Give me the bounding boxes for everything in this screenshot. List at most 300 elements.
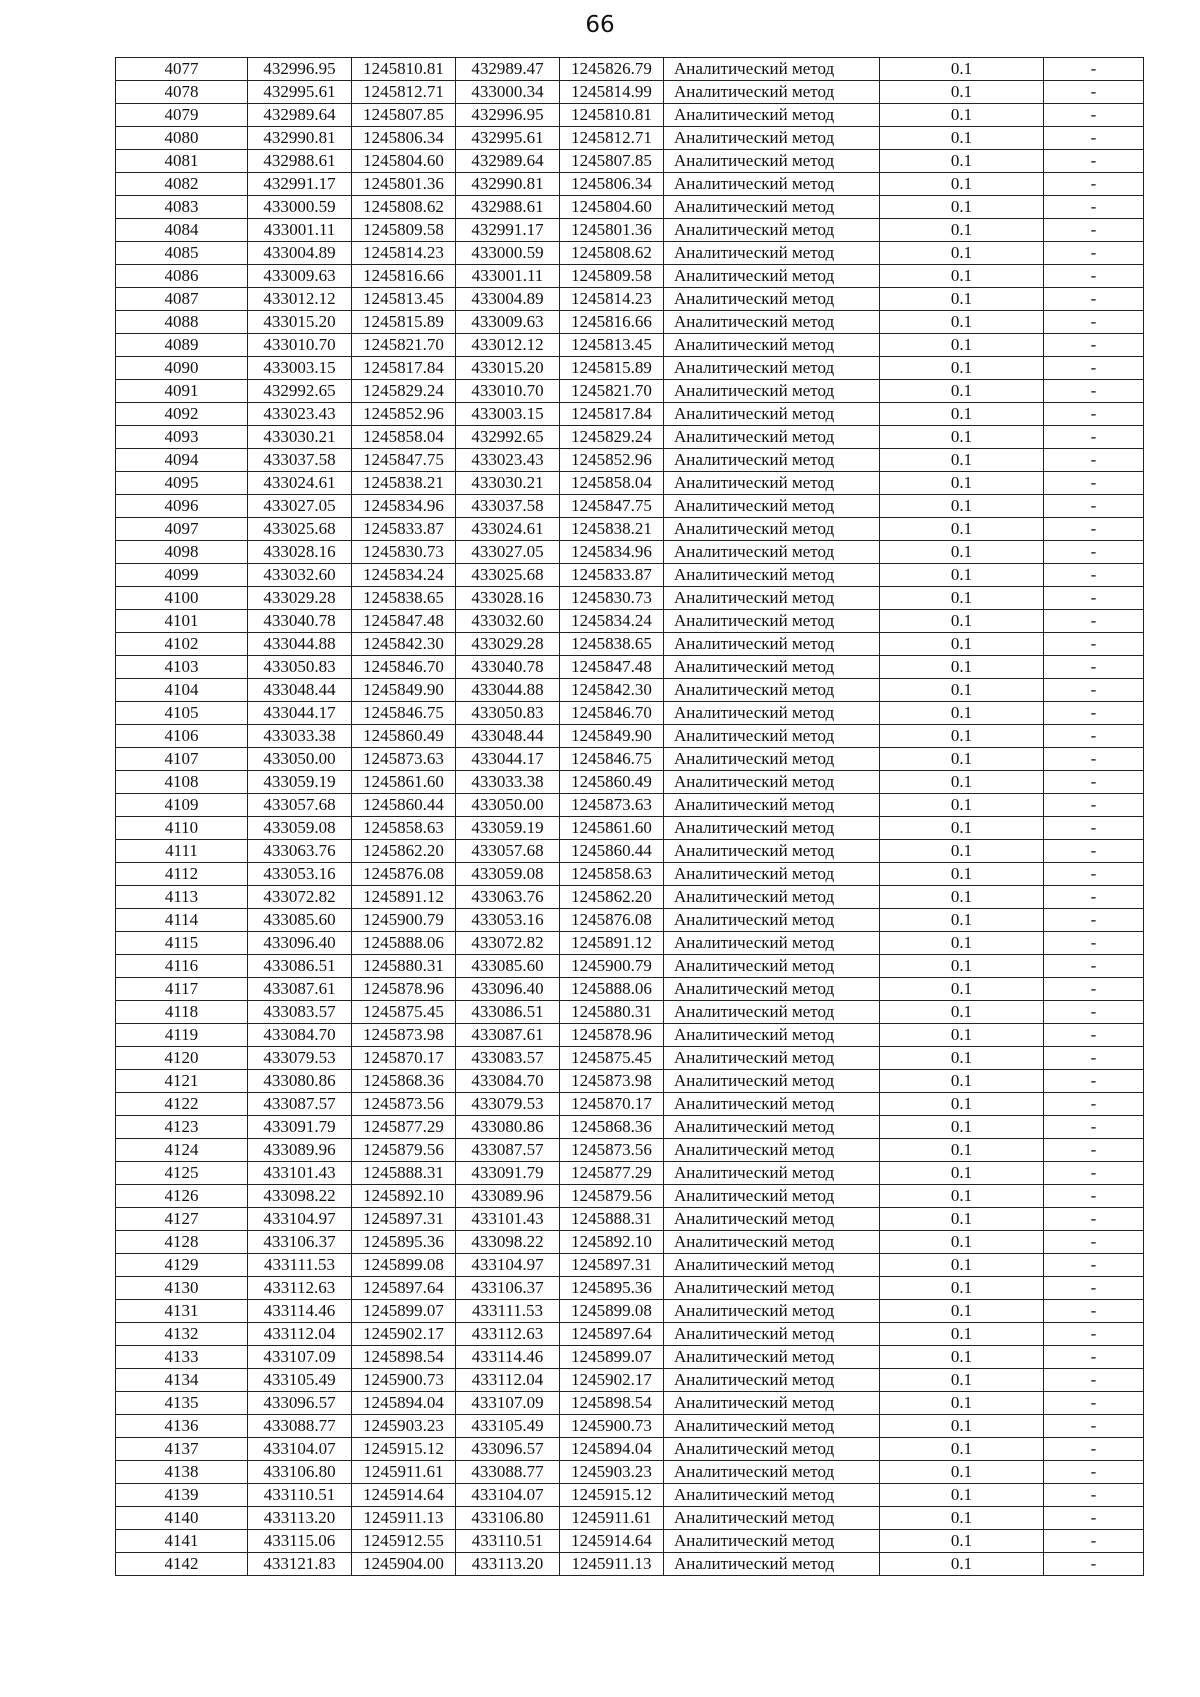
x-coordinate-cell: 433083.57	[248, 1001, 352, 1024]
precision-cell: 0.1	[880, 357, 1044, 380]
precision-cell: 0.1	[880, 518, 1044, 541]
note-cell: -	[1044, 472, 1144, 495]
prev-x-coordinate-cell: 433104.07	[456, 1484, 560, 1507]
prev-x-coordinate-cell: 432992.65	[456, 426, 560, 449]
table-row	[116, 863, 1144, 886]
precision-cell: 0.1	[880, 1507, 1044, 1530]
method-cell: Аналитический метод	[664, 1070, 880, 1093]
method-cell: Аналитический метод	[664, 1254, 880, 1277]
note-cell: -	[1044, 1277, 1144, 1300]
precision-cell: 0.1	[880, 1277, 1044, 1300]
y-coordinate-cell: 1245813.45	[352, 288, 456, 311]
prev-x-coordinate-cell: 433033.38	[456, 771, 560, 794]
precision-cell: 0.1	[880, 1323, 1044, 1346]
table-row	[116, 196, 1144, 219]
point-number-cell: 4086	[116, 265, 248, 288]
y-coordinate-cell: 1245888.31	[352, 1162, 456, 1185]
note-cell: -	[1044, 679, 1144, 702]
method-cell: Аналитический метод	[664, 1369, 880, 1392]
prev-x-coordinate-cell: 433037.58	[456, 495, 560, 518]
prev-y-coordinate-cell: 1245897.64	[560, 1323, 664, 1346]
note-cell: -	[1044, 1300, 1144, 1323]
x-coordinate-cell: 433121.83	[248, 1553, 352, 1576]
table-row	[116, 909, 1144, 932]
method-cell: Аналитический метод	[664, 1323, 880, 1346]
precision-cell: 0.1	[880, 426, 1044, 449]
prev-x-coordinate-cell: 433072.82	[456, 932, 560, 955]
note-cell: -	[1044, 1507, 1144, 1530]
y-coordinate-cell: 1245888.06	[352, 932, 456, 955]
precision-cell: 0.1	[880, 495, 1044, 518]
note-cell: -	[1044, 1254, 1144, 1277]
prev-y-coordinate-cell: 1245860.49	[560, 771, 664, 794]
prev-y-coordinate-cell: 1245903.23	[560, 1461, 664, 1484]
y-coordinate-cell: 1245858.04	[352, 426, 456, 449]
point-number-cell: 4109	[116, 794, 248, 817]
y-coordinate-cell: 1245899.07	[352, 1300, 456, 1323]
prev-y-coordinate-cell: 1245873.63	[560, 794, 664, 817]
prev-y-coordinate-cell: 1245873.56	[560, 1139, 664, 1162]
method-cell: Аналитический метод	[664, 1047, 880, 1070]
precision-cell: 0.1	[880, 702, 1044, 725]
point-number-cell: 4114	[116, 909, 248, 932]
x-coordinate-cell: 433110.51	[248, 1484, 352, 1507]
method-cell: Аналитический метод	[664, 1507, 880, 1530]
prev-x-coordinate-cell: 433003.15	[456, 403, 560, 426]
table-row	[116, 1001, 1144, 1024]
y-coordinate-cell: 1245842.30	[352, 633, 456, 656]
prev-x-coordinate-cell: 433015.20	[456, 357, 560, 380]
point-number-cell: 4110	[116, 817, 248, 840]
x-coordinate-cell: 433009.63	[248, 265, 352, 288]
x-coordinate-cell: 433025.68	[248, 518, 352, 541]
point-number-cell: 4094	[116, 449, 248, 472]
prev-y-coordinate-cell: 1245902.17	[560, 1369, 664, 1392]
table-row	[116, 817, 1144, 840]
y-coordinate-cell: 1245858.63	[352, 817, 456, 840]
prev-x-coordinate-cell: 433030.21	[456, 472, 560, 495]
note-cell: -	[1044, 1024, 1144, 1047]
note-cell: -	[1044, 173, 1144, 196]
precision-cell: 0.1	[880, 403, 1044, 426]
note-cell: -	[1044, 518, 1144, 541]
prev-y-coordinate-cell: 1245900.79	[560, 955, 664, 978]
point-number-cell: 4104	[116, 679, 248, 702]
point-number-cell: 4139	[116, 1484, 248, 1507]
table-row	[116, 955, 1144, 978]
x-coordinate-cell: 433087.61	[248, 978, 352, 1001]
table-row	[116, 656, 1144, 679]
y-coordinate-cell: 1245892.10	[352, 1185, 456, 1208]
prev-x-coordinate-cell: 433096.57	[456, 1438, 560, 1461]
prev-x-coordinate-cell: 432990.81	[456, 173, 560, 196]
table-row	[116, 1139, 1144, 1162]
prev-x-coordinate-cell: 433106.37	[456, 1277, 560, 1300]
prev-y-coordinate-cell: 1245847.48	[560, 656, 664, 679]
method-cell: Аналитический метод	[664, 1461, 880, 1484]
method-cell: Аналитический метод	[664, 656, 880, 679]
y-coordinate-cell: 1245911.61	[352, 1461, 456, 1484]
point-number-cell: 4079	[116, 104, 248, 127]
method-cell: Аналитический метод	[664, 932, 880, 955]
x-coordinate-cell: 433104.97	[248, 1208, 352, 1231]
x-coordinate-cell: 433033.38	[248, 725, 352, 748]
table-row	[116, 794, 1144, 817]
note-cell: -	[1044, 886, 1144, 909]
note-cell: -	[1044, 311, 1144, 334]
table-row	[116, 1162, 1144, 1185]
precision-cell: 0.1	[880, 104, 1044, 127]
prev-x-coordinate-cell: 433080.86	[456, 1116, 560, 1139]
note-cell: -	[1044, 403, 1144, 426]
y-coordinate-cell: 1245812.71	[352, 81, 456, 104]
x-coordinate-cell: 433015.20	[248, 311, 352, 334]
method-cell: Аналитический метод	[664, 1162, 880, 1185]
point-number-cell: 4125	[116, 1162, 248, 1185]
prev-x-coordinate-cell: 433048.44	[456, 725, 560, 748]
point-number-cell: 4132	[116, 1323, 248, 1346]
y-coordinate-cell: 1245868.36	[352, 1070, 456, 1093]
precision-cell: 0.1	[880, 1208, 1044, 1231]
precision-cell: 0.1	[880, 449, 1044, 472]
prev-y-coordinate-cell: 1245858.63	[560, 863, 664, 886]
note-cell: -	[1044, 1438, 1144, 1461]
method-cell: Аналитический метод	[664, 1093, 880, 1116]
prev-x-coordinate-cell: 433059.19	[456, 817, 560, 840]
precision-cell: 0.1	[880, 794, 1044, 817]
point-number-cell: 4113	[116, 886, 248, 909]
note-cell: -	[1044, 1093, 1144, 1116]
point-number-cell: 4082	[116, 173, 248, 196]
precision-cell: 0.1	[880, 127, 1044, 150]
table-row	[116, 1231, 1144, 1254]
y-coordinate-cell: 1245899.08	[352, 1254, 456, 1277]
precision-cell: 0.1	[880, 311, 1044, 334]
note-cell: -	[1044, 150, 1144, 173]
note-cell: -	[1044, 357, 1144, 380]
note-cell: -	[1044, 587, 1144, 610]
method-cell: Аналитический метод	[664, 1277, 880, 1300]
prev-y-coordinate-cell: 1245900.73	[560, 1415, 664, 1438]
note-cell: -	[1044, 127, 1144, 150]
prev-x-coordinate-cell: 433114.46	[456, 1346, 560, 1369]
x-coordinate-cell: 433105.49	[248, 1369, 352, 1392]
table-row	[116, 1185, 1144, 1208]
x-coordinate-cell: 433086.51	[248, 955, 352, 978]
precision-cell: 0.1	[880, 1461, 1044, 1484]
y-coordinate-cell: 1245877.29	[352, 1116, 456, 1139]
point-number-cell: 4118	[116, 1001, 248, 1024]
prev-y-coordinate-cell: 1245826.79	[560, 58, 664, 81]
precision-cell: 0.1	[880, 288, 1044, 311]
y-coordinate-cell: 1245860.44	[352, 794, 456, 817]
table-row	[116, 1369, 1144, 1392]
x-coordinate-cell: 433087.57	[248, 1093, 352, 1116]
prev-y-coordinate-cell: 1245842.30	[560, 679, 664, 702]
precision-cell: 0.1	[880, 1553, 1044, 1576]
note-cell: -	[1044, 771, 1144, 794]
prev-x-coordinate-cell: 433091.79	[456, 1162, 560, 1185]
x-coordinate-cell: 433091.79	[248, 1116, 352, 1139]
precision-cell: 0.1	[880, 1024, 1044, 1047]
prev-x-coordinate-cell: 433112.04	[456, 1369, 560, 1392]
prev-y-coordinate-cell: 1245838.65	[560, 633, 664, 656]
prev-y-coordinate-cell: 1245846.70	[560, 702, 664, 725]
prev-x-coordinate-cell: 433040.78	[456, 656, 560, 679]
y-coordinate-cell: 1245847.48	[352, 610, 456, 633]
note-cell: -	[1044, 1185, 1144, 1208]
prev-y-coordinate-cell: 1245879.56	[560, 1185, 664, 1208]
precision-cell: 0.1	[880, 656, 1044, 679]
method-cell: Аналитический метод	[664, 449, 880, 472]
x-coordinate-cell: 433050.83	[248, 656, 352, 679]
note-cell: -	[1044, 1392, 1144, 1415]
y-coordinate-cell: 1245838.65	[352, 587, 456, 610]
prev-y-coordinate-cell: 1245873.98	[560, 1070, 664, 1093]
table-row	[116, 150, 1144, 173]
prev-x-coordinate-cell: 433050.00	[456, 794, 560, 817]
prev-x-coordinate-cell: 433001.11	[456, 265, 560, 288]
table-row	[116, 932, 1144, 955]
method-cell: Аналитический метод	[664, 863, 880, 886]
y-coordinate-cell: 1245897.31	[352, 1208, 456, 1231]
table-row	[116, 1553, 1144, 1576]
y-coordinate-cell: 1245808.62	[352, 196, 456, 219]
prev-y-coordinate-cell: 1245838.21	[560, 518, 664, 541]
table-row	[116, 81, 1144, 104]
method-cell: Аналитический метод	[664, 725, 880, 748]
method-cell: Аналитический метод	[664, 173, 880, 196]
point-number-cell: 4103	[116, 656, 248, 679]
note-cell: -	[1044, 702, 1144, 725]
precision-cell: 0.1	[880, 771, 1044, 794]
y-coordinate-cell: 1245904.00	[352, 1553, 456, 1576]
method-cell: Аналитический метод	[664, 288, 880, 311]
x-coordinate-cell: 433027.05	[248, 495, 352, 518]
table-row	[116, 357, 1144, 380]
table-row	[116, 725, 1144, 748]
note-cell: -	[1044, 1530, 1144, 1553]
x-coordinate-cell: 432995.61	[248, 81, 352, 104]
prev-x-coordinate-cell: 433063.76	[456, 886, 560, 909]
table-row	[116, 633, 1144, 656]
precision-cell: 0.1	[880, 1116, 1044, 1139]
y-coordinate-cell: 1245873.63	[352, 748, 456, 771]
y-coordinate-cell: 1245816.66	[352, 265, 456, 288]
table-row	[116, 1346, 1144, 1369]
x-coordinate-cell: 433096.40	[248, 932, 352, 955]
note-cell: -	[1044, 1001, 1144, 1024]
point-number-cell: 4121	[116, 1070, 248, 1093]
prev-y-coordinate-cell: 1245868.36	[560, 1116, 664, 1139]
table-row	[116, 288, 1144, 311]
table-row	[116, 104, 1144, 127]
point-number-cell: 4119	[116, 1024, 248, 1047]
y-coordinate-cell: 1245846.75	[352, 702, 456, 725]
method-cell: Аналитический метод	[664, 587, 880, 610]
point-number-cell: 4108	[116, 771, 248, 794]
precision-cell: 0.1	[880, 909, 1044, 932]
note-cell: -	[1044, 633, 1144, 656]
table-row	[116, 380, 1144, 403]
prev-x-coordinate-cell: 433106.80	[456, 1507, 560, 1530]
point-number-cell: 4093	[116, 426, 248, 449]
x-coordinate-cell: 433072.82	[248, 886, 352, 909]
method-cell: Аналитический метод	[664, 150, 880, 173]
point-number-cell: 4102	[116, 633, 248, 656]
y-coordinate-cell: 1245806.34	[352, 127, 456, 150]
method-cell: Аналитический метод	[664, 1139, 880, 1162]
point-number-cell: 4140	[116, 1507, 248, 1530]
prev-x-coordinate-cell: 433111.53	[456, 1300, 560, 1323]
note-cell: -	[1044, 1208, 1144, 1231]
prev-x-coordinate-cell: 433010.70	[456, 380, 560, 403]
table-row	[116, 127, 1144, 150]
note-cell: -	[1044, 794, 1144, 817]
note-cell: -	[1044, 426, 1144, 449]
point-number-cell: 4137	[116, 1438, 248, 1461]
point-number-cell: 4116	[116, 955, 248, 978]
prev-x-coordinate-cell: 433098.22	[456, 1231, 560, 1254]
table-row	[116, 1323, 1144, 1346]
prev-y-coordinate-cell: 1245870.17	[560, 1093, 664, 1116]
method-cell: Аналитический метод	[664, 58, 880, 81]
y-coordinate-cell: 1245809.58	[352, 219, 456, 242]
note-cell: -	[1044, 1553, 1144, 1576]
point-number-cell: 4136	[116, 1415, 248, 1438]
method-cell: Аналитический метод	[664, 702, 880, 725]
table-row	[116, 1438, 1144, 1461]
precision-cell: 0.1	[880, 587, 1044, 610]
x-coordinate-cell: 433001.11	[248, 219, 352, 242]
x-coordinate-cell: 433098.22	[248, 1185, 352, 1208]
page-number: 66	[585, 12, 615, 38]
point-number-cell: 4077	[116, 58, 248, 81]
precision-cell: 0.1	[880, 725, 1044, 748]
precision-cell: 0.1	[880, 817, 1044, 840]
precision-cell: 0.1	[880, 978, 1044, 1001]
point-number-cell: 4098	[116, 541, 248, 564]
prev-x-coordinate-cell: 433000.59	[456, 242, 560, 265]
table-row	[116, 1530, 1144, 1553]
point-number-cell: 4138	[116, 1461, 248, 1484]
prev-x-coordinate-cell: 433053.16	[456, 909, 560, 932]
precision-cell: 0.1	[880, 679, 1044, 702]
prev-y-coordinate-cell: 1245858.04	[560, 472, 664, 495]
point-number-cell: 4131	[116, 1300, 248, 1323]
x-coordinate-cell: 433059.19	[248, 771, 352, 794]
table-row	[116, 403, 1144, 426]
x-coordinate-cell: 433037.58	[248, 449, 352, 472]
x-coordinate-cell: 433053.16	[248, 863, 352, 886]
method-cell: Аналитический метод	[664, 81, 880, 104]
y-coordinate-cell: 1245902.17	[352, 1323, 456, 1346]
prev-y-coordinate-cell: 1245814.23	[560, 288, 664, 311]
point-number-cell: 4133	[116, 1346, 248, 1369]
method-cell: Аналитический метод	[664, 1438, 880, 1461]
y-coordinate-cell: 1245801.36	[352, 173, 456, 196]
point-number-cell: 4107	[116, 748, 248, 771]
x-coordinate-cell: 433112.63	[248, 1277, 352, 1300]
prev-x-coordinate-cell: 433112.63	[456, 1323, 560, 1346]
method-cell: Аналитический метод	[664, 771, 880, 794]
note-cell: -	[1044, 219, 1144, 242]
precision-cell: 0.1	[880, 1346, 1044, 1369]
x-coordinate-cell: 432988.61	[248, 150, 352, 173]
y-coordinate-cell: 1245870.17	[352, 1047, 456, 1070]
prev-y-coordinate-cell: 1245810.81	[560, 104, 664, 127]
y-coordinate-cell: 1245821.70	[352, 334, 456, 357]
note-cell: -	[1044, 1461, 1144, 1484]
prev-y-coordinate-cell: 1245860.44	[560, 840, 664, 863]
y-coordinate-cell: 1245815.89	[352, 311, 456, 334]
prev-y-coordinate-cell: 1245852.96	[560, 449, 664, 472]
note-cell: -	[1044, 1415, 1144, 1438]
precision-cell: 0.1	[880, 1369, 1044, 1392]
x-coordinate-cell: 433044.17	[248, 702, 352, 725]
x-coordinate-cell: 433088.77	[248, 1415, 352, 1438]
method-cell: Аналитический метод	[664, 978, 880, 1001]
method-cell: Аналитический метод	[664, 1530, 880, 1553]
point-number-cell: 4127	[116, 1208, 248, 1231]
prev-x-coordinate-cell: 432995.61	[456, 127, 560, 150]
precision-cell: 0.1	[880, 58, 1044, 81]
prev-x-coordinate-cell: 433085.60	[456, 955, 560, 978]
point-number-cell: 4111	[116, 840, 248, 863]
precision-cell: 0.1	[880, 955, 1044, 978]
precision-cell: 0.1	[880, 472, 1044, 495]
precision-cell: 0.1	[880, 564, 1044, 587]
prev-x-coordinate-cell: 433029.28	[456, 633, 560, 656]
method-cell: Аналитический метод	[664, 633, 880, 656]
table-row	[116, 334, 1144, 357]
note-cell: -	[1044, 840, 1144, 863]
point-number-cell: 4097	[116, 518, 248, 541]
point-number-cell: 4091	[116, 380, 248, 403]
precision-cell: 0.1	[880, 1254, 1044, 1277]
y-coordinate-cell: 1245898.54	[352, 1346, 456, 1369]
point-number-cell: 4135	[116, 1392, 248, 1415]
table-row	[116, 495, 1144, 518]
method-cell: Аналитический метод	[664, 886, 880, 909]
table-row	[116, 1093, 1144, 1116]
point-number-cell: 4087	[116, 288, 248, 311]
y-coordinate-cell: 1245912.55	[352, 1530, 456, 1553]
note-cell: -	[1044, 932, 1144, 955]
x-coordinate-cell: 433029.28	[248, 587, 352, 610]
precision-cell: 0.1	[880, 173, 1044, 196]
note-cell: -	[1044, 748, 1144, 771]
prev-x-coordinate-cell: 433101.43	[456, 1208, 560, 1231]
y-coordinate-cell: 1245846.70	[352, 656, 456, 679]
table-row	[116, 242, 1144, 265]
prev-x-coordinate-cell: 433004.89	[456, 288, 560, 311]
method-cell: Аналитический метод	[664, 242, 880, 265]
x-coordinate-cell: 433113.20	[248, 1507, 352, 1530]
x-coordinate-cell: 433004.89	[248, 242, 352, 265]
precision-cell: 0.1	[880, 1415, 1044, 1438]
prev-x-coordinate-cell: 433057.68	[456, 840, 560, 863]
note-cell: -	[1044, 58, 1144, 81]
prev-x-coordinate-cell: 432989.47	[456, 58, 560, 81]
method-cell: Аналитический метод	[664, 679, 880, 702]
table-body	[116, 58, 1144, 1576]
note-cell: -	[1044, 817, 1144, 840]
x-coordinate-cell: 433003.15	[248, 357, 352, 380]
precision-cell: 0.1	[880, 1392, 1044, 1415]
y-coordinate-cell: 1245873.98	[352, 1024, 456, 1047]
table-row	[116, 449, 1144, 472]
